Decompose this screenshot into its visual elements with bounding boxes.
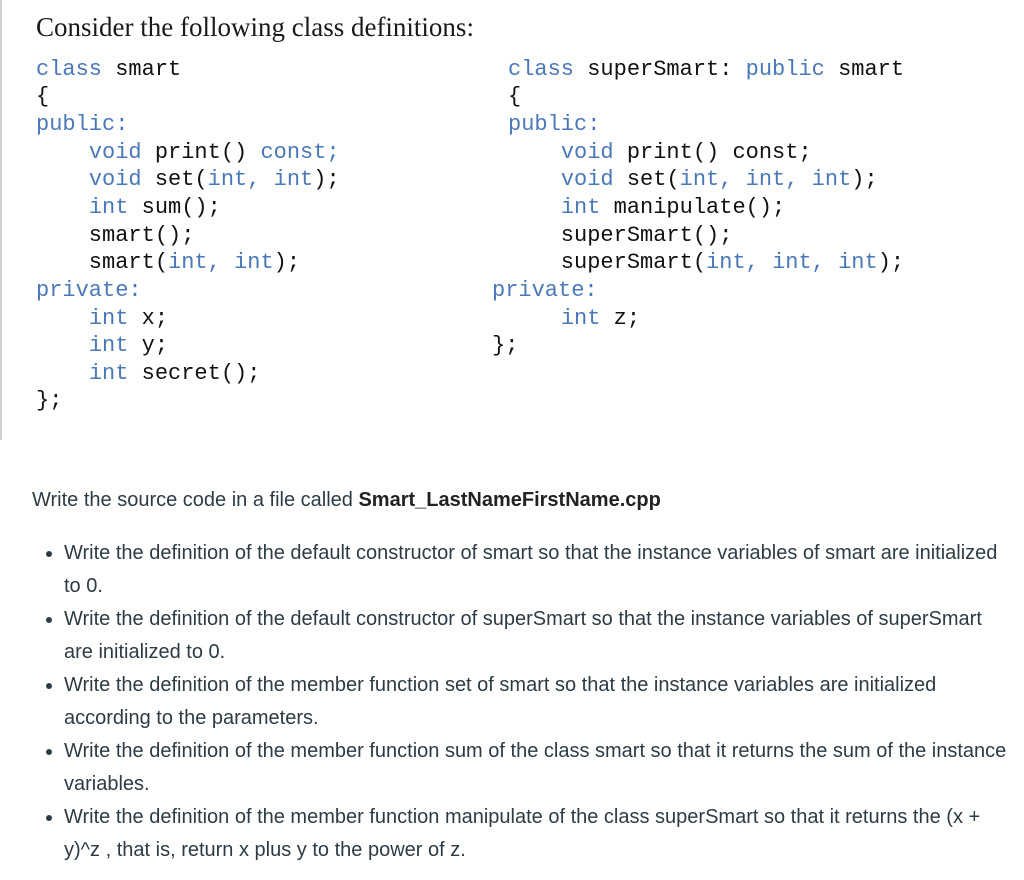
code-text: }; [36, 388, 63, 413]
code-text [759, 250, 772, 275]
code-text [508, 195, 561, 220]
code-keyword: int [88, 195, 129, 220]
code-keyword: const; [260, 140, 340, 165]
write-source-line [32, 485, 1007, 515]
code-text [260, 167, 273, 192]
code-keyword: public: [36, 112, 129, 137]
code-text: secret(); [128, 361, 261, 386]
code-line [508, 249, 904, 277]
code-text: superSmart( [508, 250, 707, 275]
code-line [508, 222, 732, 250]
code-text [798, 167, 811, 192]
code-keyword: int [88, 333, 129, 358]
code-text: superSmart: [574, 57, 746, 82]
code-line [36, 194, 221, 222]
write-source-prefix: Write the source code in a file called [32, 489, 359, 511]
code-line [492, 332, 518, 360]
code-text: ); [877, 250, 905, 275]
code-keyword: int, [168, 250, 221, 275]
code-text: { [508, 84, 522, 109]
code-keyword: class [508, 57, 575, 82]
code-text: smart [824, 57, 905, 82]
code-line [36, 332, 168, 360]
code-text [36, 361, 89, 386]
code-line [508, 194, 785, 222]
code-keyword: int [88, 361, 129, 386]
code-text: ); [313, 167, 340, 192]
code-keyword: public: [508, 112, 601, 137]
code-line [36, 222, 194, 250]
code-text: manipulate(); [600, 195, 786, 220]
code-keyword: void [560, 167, 614, 192]
code-text: ); [851, 167, 878, 192]
code-line [36, 139, 340, 167]
code-text: }; [492, 333, 519, 358]
code-text [508, 167, 561, 192]
code-text: set( [613, 167, 680, 192]
code-text: superSmart(); [508, 223, 733, 248]
code-line [36, 83, 49, 111]
code-keyword: int [88, 306, 129, 331]
code-keyword: void [560, 140, 614, 165]
code-keyword: int [234, 250, 274, 275]
code-line [508, 83, 521, 111]
code-line [508, 111, 600, 139]
code-text [825, 250, 838, 275]
code-text [36, 195, 89, 220]
code-line [36, 360, 260, 388]
code-text: smart( [36, 250, 169, 275]
code-line [36, 56, 181, 84]
task-item: • Write the definition of the default constructor of smart so that the instance variables of smart are initialized to 0. [64, 537, 1007, 603]
code-line [36, 166, 340, 194]
code-text: smart(); [36, 223, 195, 248]
code-text [36, 333, 89, 358]
code-line [508, 305, 640, 333]
code-line [36, 277, 142, 305]
code-keyword: int, [772, 250, 825, 275]
code-keyword: private: [36, 278, 142, 303]
code-keyword: private: [492, 278, 598, 303]
code-line [508, 139, 812, 167]
code-keyword: int [811, 167, 852, 192]
code-text [36, 306, 89, 331]
code-line [492, 277, 598, 305]
code-text: set( [141, 167, 208, 192]
code-text [508, 306, 561, 331]
task-item: • Write the definition of the member function set of smart so that the instance variables are initialized according to the parameters. [64, 669, 1007, 735]
code-text: sum(); [128, 195, 221, 220]
code-keyword: int [273, 167, 314, 192]
question-heading: Consider the following class definitions: [36, 12, 474, 42]
code-line [36, 111, 128, 139]
code-text: y; [128, 333, 169, 358]
code-text [36, 140, 89, 165]
code-keyword: int [560, 306, 601, 331]
code-keyword: int [560, 195, 601, 220]
code-keyword: void [88, 167, 142, 192]
code-line [508, 56, 904, 84]
code-text [36, 167, 89, 192]
code-line [36, 305, 168, 333]
code-text: print() const; [613, 140, 812, 165]
code-line [36, 249, 300, 277]
code-text: z; [600, 306, 641, 331]
code-text: { [36, 84, 50, 109]
code-keyword: public [745, 57, 825, 82]
code-keyword: int, [706, 250, 759, 275]
task-item: • Write the definition of the member function sum of the class smart so that it returns the sum of the instance variables. [64, 735, 1007, 801]
code-text: print() [141, 140, 261, 165]
code-line [36, 387, 62, 415]
code-text [732, 167, 745, 192]
code-text: ); [273, 250, 301, 275]
code-keyword: int, [207, 167, 261, 192]
code-keyword: class [36, 57, 103, 82]
code-keyword: int, [679, 167, 733, 192]
instructions [32, 485, 1007, 867]
code-text [508, 140, 561, 165]
code-text: smart [102, 57, 182, 82]
task-item: • Write the definition of the default constructor of superSmart so that the instance variables of superSmart are initialized to 0. [64, 603, 1007, 669]
code-keyword: int [838, 250, 878, 275]
code-line [508, 166, 878, 194]
task-list [32, 537, 1007, 867]
filename: Smart_LastNameFirstName.cpp [358, 489, 661, 511]
code-text: x; [128, 306, 169, 331]
code-text [221, 250, 234, 275]
code-keyword: int, [745, 167, 799, 192]
code-keyword: void [88, 140, 142, 165]
task-item: • Write the definition of the member function manipulate of the class superSmart so that it returns the (x + y)^z , that is, return x plus y to the power of z. [64, 801, 1007, 867]
